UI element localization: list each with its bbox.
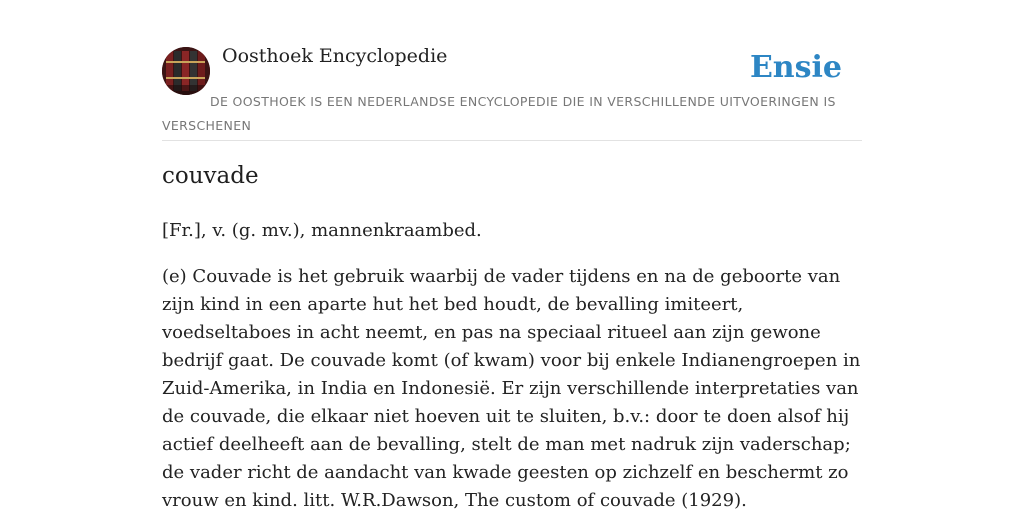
- page-container: [162, 0, 862, 511]
- site-tagline: DE OOSTHOEK IS EEN NEDERLANDSE ENCYCLOPEDIE DIE IN VERSCHILLENDE UITVOERINGEN IS VERSCHENEN: [162, 94, 836, 133]
- entry-title: couvade: [162, 163, 259, 189]
- entry-body: (e) Couvade is het gebruik waarbij de vader tijdens en na de geboorte van zijn kind in een aparte hut het bed houdt, de bevalling imiteert, voedseltaboes in acht neemt, en pas na speciaal ritueel aan zijn gewone bedrijf gaat. De couvade komt (of kwam) voor bij enkele Indianengroepen in Zuid-Amerika, in India en Indonesië. Er zijn verschillende interpretaties van de couvade, die elkaar niet hoeven uit te sluiten, b.v.: door te doen alsof hij actief deelheeft aan de bevalling, stelt de man met nadruk zijn vaderschap; de vader richt de aandacht van kwade geesten op zichzelf en beschermt zo vrouw en kind. litt. W.R.Dawson, The custom of couvade (1929).: [162, 266, 861, 511]
- encyclopedia-books-icon[interactable]: [162, 47, 210, 95]
- entry-definition: [Fr.], v. (g. mv.), mannenkraambed.: [162, 220, 482, 241]
- site-header: [162, 0, 862, 141]
- brand-logo[interactable]: Ensie: [749, 50, 842, 85]
- site-title[interactable]: Oosthoek Encyclopedie: [222, 45, 448, 67]
